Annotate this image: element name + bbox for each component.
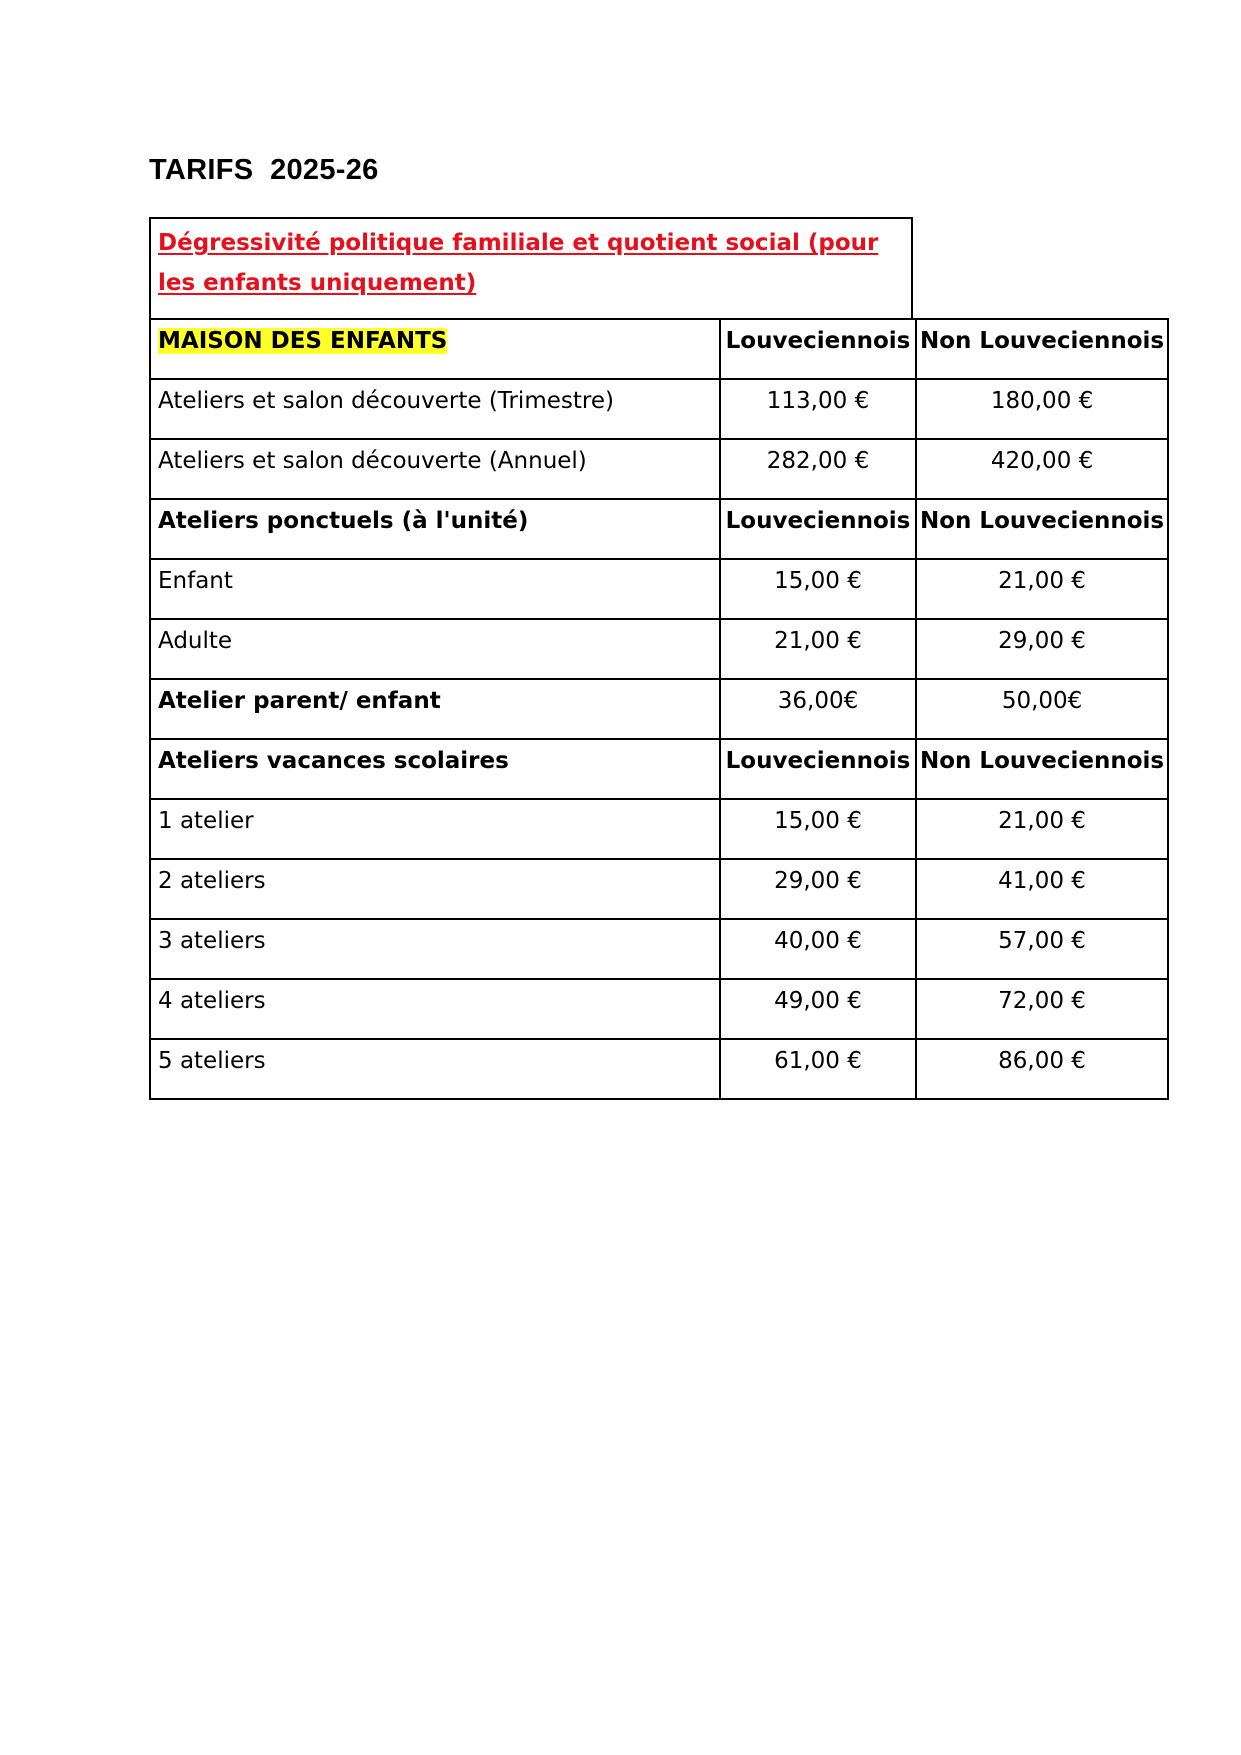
- row-label: 1 atelier: [150, 799, 720, 859]
- table-row: [150, 1039, 1168, 1099]
- table-row: [150, 919, 1168, 979]
- table-row: [150, 979, 1168, 1039]
- price-louveciennois: 61,00 €: [720, 1039, 916, 1099]
- table-row: [150, 859, 1168, 919]
- section-header-row: [150, 739, 1168, 799]
- page-title: TARIFS 2025-26: [149, 154, 379, 186]
- table-row: [150, 439, 1168, 499]
- section-header-label: Ateliers ponctuels (à l'unité): [150, 499, 720, 559]
- price-non-louveciennois: 21,00 €: [916, 559, 1168, 619]
- price-louveciennois: 15,00 €: [720, 559, 916, 619]
- price-non-louveciennois: 72,00 €: [916, 979, 1168, 1039]
- price-louveciennois: 29,00 €: [720, 859, 916, 919]
- row-label: 4 ateliers: [150, 979, 720, 1039]
- tariff-table: [149, 318, 1169, 1100]
- section-header-label: MAISON DES ENFANTS: [150, 319, 720, 379]
- price-louveciennois: 21,00 €: [720, 619, 916, 679]
- row-label: Ateliers et salon découverte (Trimestre): [150, 379, 720, 439]
- notice-box: [149, 217, 913, 318]
- price-non-louveciennois: 50,00€: [916, 679, 1168, 739]
- column-header-non-louveciennois: Non Louveciennois: [916, 499, 1168, 559]
- price-louveciennois: 15,00 €: [720, 799, 916, 859]
- price-non-louveciennois: 21,00 €: [916, 799, 1168, 859]
- price-non-louveciennois: 180,00 €: [916, 379, 1168, 439]
- row-label: Ateliers et salon découverte (Annuel): [150, 439, 720, 499]
- price-louveciennois: 113,00 €: [720, 379, 916, 439]
- column-header-louveciennois: Louveciennois: [720, 499, 916, 559]
- price-non-louveciennois: 420,00 €: [916, 439, 1168, 499]
- column-header-louveciennois: Louveciennois: [720, 319, 916, 379]
- table-row: [150, 619, 1168, 679]
- table-row: [150, 379, 1168, 439]
- table-row: [150, 679, 1168, 739]
- row-label: Enfant: [150, 559, 720, 619]
- row-label: 3 ateliers: [150, 919, 720, 979]
- price-louveciennois: 40,00 €: [720, 919, 916, 979]
- table-row: [150, 559, 1168, 619]
- column-header-louveciennois: Louveciennois: [720, 739, 916, 799]
- price-non-louveciennois: 29,00 €: [916, 619, 1168, 679]
- price-non-louveciennois: 57,00 €: [916, 919, 1168, 979]
- price-louveciennois: 49,00 €: [720, 979, 916, 1039]
- row-label: 5 ateliers: [150, 1039, 720, 1099]
- row-label: Adulte: [150, 619, 720, 679]
- price-louveciennois: 282,00 €: [720, 439, 916, 499]
- price-non-louveciennois: 41,00 €: [916, 859, 1168, 919]
- column-header-non-louveciennois: Non Louveciennois: [916, 739, 1168, 799]
- price-non-louveciennois: 86,00 €: [916, 1039, 1168, 1099]
- notice-text: Dégressivité politique familiale et quotient social (pour les enfants uniquement): [158, 230, 879, 296]
- row-label: 2 ateliers: [150, 859, 720, 919]
- section-header-label: Ateliers vacances scolaires: [150, 739, 720, 799]
- section-header-row: [150, 319, 1168, 379]
- price-louveciennois: 36,00€: [720, 679, 916, 739]
- column-header-non-louveciennois: Non Louveciennois: [916, 319, 1168, 379]
- table-row: [150, 799, 1168, 859]
- section-header-row: [150, 499, 1168, 559]
- row-label: Atelier parent/ enfant: [150, 679, 720, 739]
